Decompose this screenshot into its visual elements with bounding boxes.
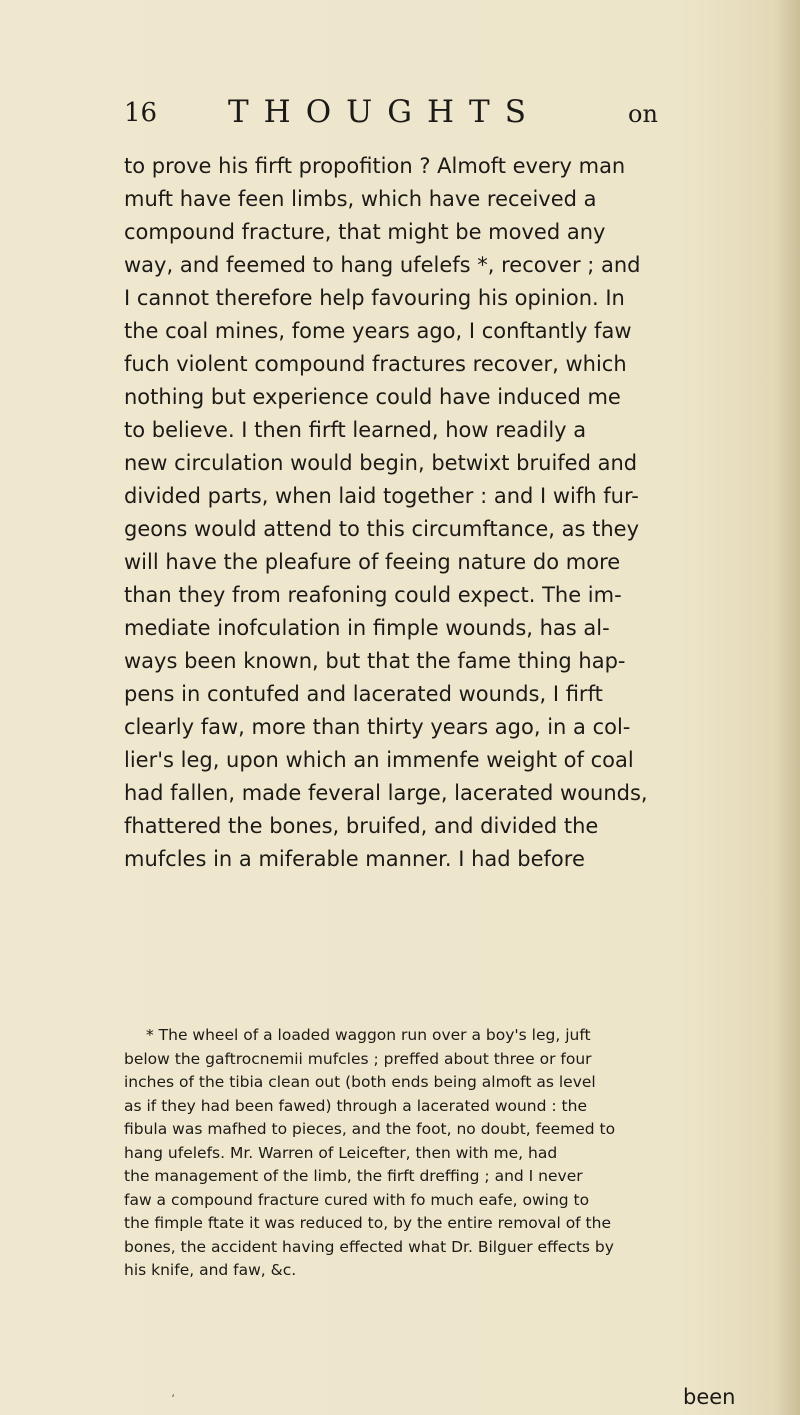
text-line: muft have feen limbs, which have received a — [124, 187, 597, 211]
footnote-line: hang ufelefs. Mr. Warren of Leicefter, then with me, had — [124, 1143, 558, 1162]
page-header — [124, 94, 684, 138]
text-line: pens in contufed and lacerated wounds, I firft — [124, 682, 603, 706]
footnote-line: the management of the limb, the firft dreffing ; and I never — [124, 1167, 583, 1185]
running-head-small: on — [628, 100, 658, 128]
text-line: mediate inofculation in fimple wounds, has al- — [124, 616, 610, 640]
footnote-line: bones, the accident having effected what Dr. Bilguer effects by — [124, 1237, 614, 1256]
text-line: compound fracture, that might be moved any — [124, 220, 606, 244]
text-line: fuch violent compound fractures recover, which — [124, 352, 627, 376]
footnote-line: his knife, and faw, &c. — [124, 1261, 297, 1279]
text-line: new circulation would begin, betwixt bruifed and — [124, 451, 638, 475]
running-head: THOUGHTS — [228, 94, 541, 130]
text-line: had fallen, made feveral large, lacerated wounds, — [124, 781, 648, 805]
text-line: to prove his firft propofition ? Almoft every man — [124, 154, 626, 178]
text-line: divided parts, when laid together : and I wifh fur- — [124, 484, 639, 508]
footnote-line: below the gaftrocnemii mufcles ; preffed about three or four — [124, 1049, 592, 1068]
text-line: geons would attend to this circumftance, as they — [124, 517, 640, 541]
main-text — [124, 150, 796, 876]
page-number: 16 — [124, 98, 158, 128]
printer-mark: ‘ — [171, 1392, 175, 1406]
footnote-line: as if they had been fawed) through a lacerated wound : the — [124, 1096, 587, 1115]
text-line: than they from reafoning could expect. The im- — [124, 583, 622, 607]
footnote-line: * The wheel of a loaded waggon run over a boy's leg, juft — [146, 1026, 591, 1044]
footnote-line: the fimple ftate it was reduced to, by the entire removal of the — [124, 1214, 611, 1232]
text-line: clearly faw, more than thirty years ago, in a col- — [124, 715, 631, 739]
catchword: been — [683, 1385, 736, 1409]
footnote-line: fibula was mafhed to pieces, and the foot, no doubt, feemed to — [124, 1120, 616, 1138]
footnote-line: faw a compound fracture cured with fo much eafe, owing to — [124, 1190, 590, 1209]
text-line: fhattered the bones, bruifed, and divided the — [124, 814, 599, 838]
text-line: the coal mines, fome years ago, I conftantly faw — [124, 319, 632, 343]
text-line: I cannot therefore help favouring his opinion. In — [124, 286, 625, 310]
text-line: will have the pleafure of feeing nature do more — [124, 550, 621, 574]
text-line: ways been known, but that the fame thing hap- — [124, 649, 626, 673]
text-line: mufcles in a miferable manner. I had before — [124, 847, 585, 871]
text-line: to believe. I then firft learned, how readily a — [124, 418, 587, 442]
footnote-line: inches of the tibia clean out (both ends being almoft as level — [124, 1073, 596, 1091]
text-line: nothing but experience could have induced me — [124, 385, 621, 409]
text-line: way, and feemed to hang ufelefs *, recover ; and — [124, 253, 641, 277]
footnote — [124, 1024, 796, 1283]
text-line: lier's leg, upon which an immenfe weight of coal — [124, 748, 634, 772]
